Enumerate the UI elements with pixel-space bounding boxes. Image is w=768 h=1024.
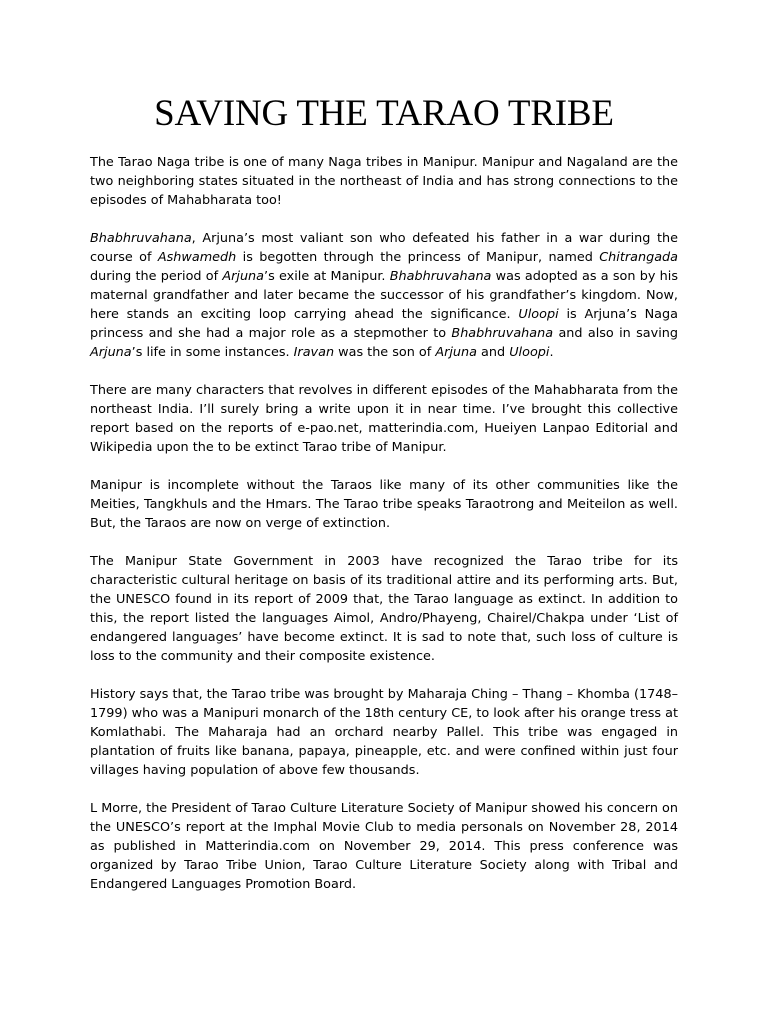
paragraph-press-conference: L Morre, the President of Tarao Culture Literature Society of Manipur showed his concern on the UNESCO’s report at the Imphal Movie Club to media personals on November 28, 2014 as published in Matterindia.com on November 29, 2014. This press conference was organized by Tarao Tribe Union, Tarao Culture Literature Society along with Tribal and Endangered Languages Promotion Board. [90, 801, 678, 892]
italic-term: Chitrangada [599, 250, 678, 265]
document-title: SAVING THE TARAO TRIBE [154, 93, 614, 134]
italic-term: Arjuna [90, 345, 132, 360]
paragraph-communities: Manipur is incomplete without the Taraos like many of its other communities like the Meities, Tangkhuls and the Hmars. The Tarao tribe speaks Taraotrong and Meiteilon as well. But, the Taraos are now on verge of extinction. [90, 478, 678, 531]
italic-term: Arjuna [435, 345, 477, 360]
italic-term: Uloopi [518, 307, 559, 322]
italic-term: Iravan [293, 345, 335, 360]
italic-term: Ashwamedh [157, 250, 237, 265]
italic-term: Uloopi [509, 345, 550, 360]
document-body [90, 153, 678, 894]
document-page [90, 0, 678, 894]
italic-term: Bhabhruvahana [90, 231, 192, 246]
italic-term: Bhabhruvahana [389, 269, 492, 284]
paragraph-history: History says that, the Tarao tribe was brought by Maharaja Ching – Thang – Khomba (1748–1799) who was a Manipuri monarch of the 18th century CE, to look after his orange tress at Komlathabi. The Maharaja had an orchard nearby Pallel. This tribe was engaged in plantation of fruits like banana, papaya, pineapple, etc. and were confined within just four villages having population of above few thousands. [90, 687, 678, 778]
italic-term: Bhabhruvahana [451, 326, 554, 341]
paragraph-unesco: The Manipur State Government in 2003 have recognized the Tarao tribe for its characteristic cultural heritage on basis of its traditional attire and its performing arts. But, the UNESCO found in its report of 2009 that, the Tarao language as extinct. In addition to this, the report listed the languages Aimol, Andro/Phayeng, Chairel/Chakpa under ‘List of endangered languages’ have become extinct. It is sad to note that, such loss of culture is loss to the community and their composite existence. [90, 554, 678, 664]
paragraph-bhabhruvahana: Bhabhruvahana, Arjuna’s most valiant son who defeated his father in a war during the course of Ashwamedh is begotten through the princess of Manipur, named Chitrangada during the period of Arjuna’s exile at Manipur. Bhabhruvahana was adopted as a son by his maternal grandfather and later became the successor of his grandfather’s kingdom. Now, here stands an exciting loop carrying ahead the significance. Uloopi is Arjuna’s Naga princess and she had a major role as a stepmother to Bhabhruvahana and also in saving Arjuna’s life in some instances. Iravan was the son of Arjuna and Uloopi. [90, 231, 679, 360]
italic-term: Arjuna [222, 269, 265, 284]
paragraph-sources: There are many characters that revolves in different episodes of the Mahabharata from the northeast India. I’ll surely bring a write upon it in near time. I’ve brought this collective report based on the reports of e-pao.net, matterindia.com, Hueiyen Lanpao Editorial and Wikipedia upon the to be extinct Tarao tribe of Manipur. [90, 383, 678, 455]
paragraph-intro: The Tarao Naga tribe is one of many Naga tribes in Manipur. Manipur and Nagaland are the two neighboring states situated in the northeast of India and has strong connections to the episodes of Mahabharata too! [90, 155, 678, 208]
